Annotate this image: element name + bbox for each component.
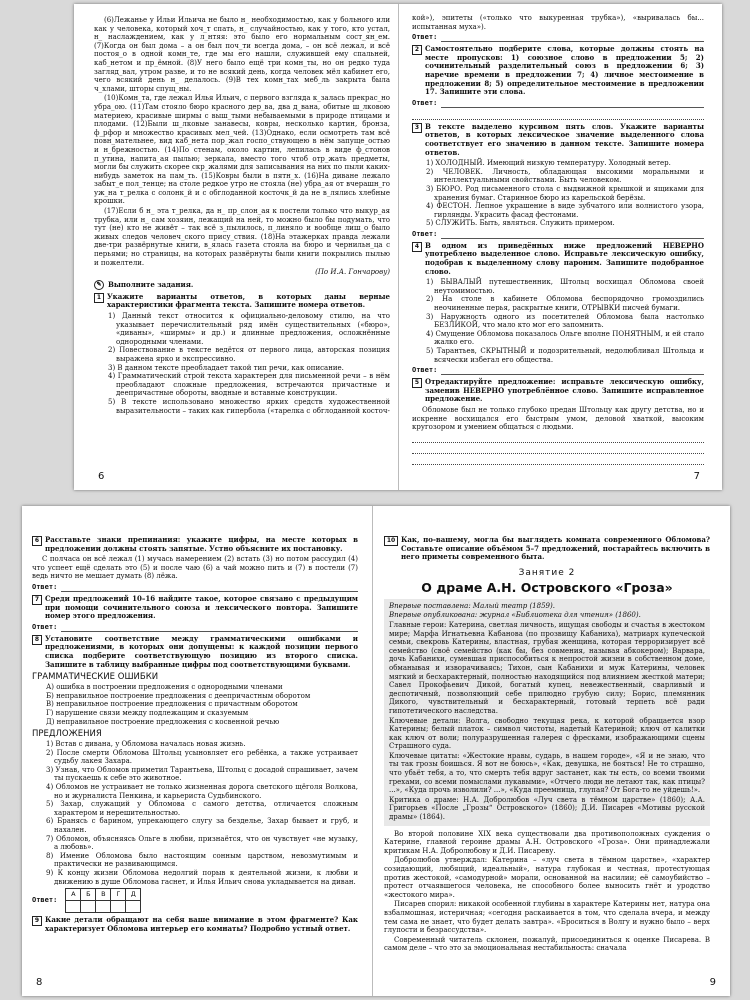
- task-number: 10: [384, 536, 398, 546]
- option: 2) ЧЕЛОВЕК. Личность, обладающая высокими моральными и интеллектуальными свойствами. Быть человеком.: [426, 167, 704, 185]
- answer-input[interactable]: [441, 230, 704, 239]
- info-quotes: Ключевые цитаты: «Жестокие нравы, сударь, в нашем городе», «Я и не знаю, что ты так грозы боишься. Я вот не боюсь», «Как, девушка, не бояться! Не то страшно, что убьёт тебя, а то, что смерть тебя вдруг застанет, как ты есть, со всеми твоими грехами, со всеми помыслами лукавыми», «Отчего люди не летают так, как птицы? ...», «Куда прочь изволили? ...», «Куда преемница, глупая? От Бога-то не уйдешь!».: [389, 751, 705, 795]
- sentence-item: 6) Бранясь с барином, упрекающего слугу за безделье, Захар бывает и груб, и нахален.: [46, 817, 358, 835]
- sentence-item: 2) После смерти Обломова Штольц усыновляет его ребёнка, а также устраивает судьбу лакея Захара.: [46, 748, 358, 766]
- text-paragraph: Во второй половине XIX века существовали два противоположных суждения о Катерине, главной героине драмы А.Н. Островского «Гроза». Они принадлежали критикам Н.А. Добролюбову и Д.И. Писареву.: [384, 829, 710, 855]
- page-fold: [398, 4, 399, 490]
- option: 4) ФЕСТОН. Лепное украшение в виде зубчатого или волнистого узора, гирлянды. Украсить фасад фестонами.: [426, 202, 704, 219]
- task-number: 5: [412, 378, 422, 388]
- page-6: [94, 16, 390, 490]
- task-number: 8: [32, 635, 42, 645]
- info-published: Впервые опубликована: журнал «Библиотека для чтения» (1860).: [389, 611, 641, 620]
- writing-line[interactable]: [412, 456, 704, 465]
- option: 4) Смущение Обломова показалось Ольге вполне ПОНЯТНЫМ, и ей стало жалко его.: [426, 329, 704, 347]
- task-text: Среди предложений 10–16 найдите такое, которое связано с предыдущим при помощи сочинительного союза и лексического повтора. Запишите номер этого предложения.: [45, 593, 358, 621]
- sentence-item: 5) Захар, служащий у Обломова с самого детства, отличается сложным характером и нерешительностью.: [46, 800, 358, 817]
- task-3: [412, 123, 704, 157]
- text-paragraph: (17)Если б н_ эта т_релка, да н_ пр_слон_ая к постели только что выкур_ая трубка, или н_ сам хозяин, лежащий на ней, то можно было бы подумать, что тут (не) кто не живёт – так всё з_пылилось, п_линяло и вообще лиш_о было живых следов человеч_ского прису_ствия. (18)На этажерках правда лежали две-три развёрнутые книги, в_ялась газета стояла на бюро и чернильн_ца с перьями; но страницы, на которых развёрнуты были книги покрылись пылью и пожелтели.: [94, 207, 390, 267]
- answer-line: Ответ:: [412, 33, 704, 42]
- task-2: [412, 45, 704, 97]
- task-7: [32, 595, 358, 621]
- text-paragraph: Писарев спорил: никакой особенной глубины в характере Катерины нет, натура она взбалмошная, истеричная; «сегодня раскаивается в том, что сделала вчера, и между тем сама не знает, что будет делать завтра». «Броситься в Волгу и нужно было – верх глупости и безрассудства».: [384, 900, 710, 935]
- sentence-item: 1) Встав с дивана, у Обломова началась новая жизнь.: [46, 740, 246, 749]
- option: 1) ХОЛОДНЫЙ. Имеющий низкую температуру. Холодный ветер.: [426, 159, 671, 168]
- task-text: Самостоятельно подберите слова, которые должны стоять на месте пропусков: 1) союзное слово в предложении 5; 2) сочинительный разделительный союз в предложении 6; 3) наречие времени в предложении 7; 4) личное местоимение в предложении 8; 5) определительное местоимение в предложении 17. Запишите эти слова.: [425, 44, 704, 97]
- lesson-title: О драме А.Н. Островского «Гроза»: [421, 579, 673, 595]
- page-7: [412, 14, 704, 490]
- answer-input[interactable]: [61, 623, 358, 632]
- text-paragraph: Современный читатель склонен, пожалуй, присоединиться к оценке Писарева. В самом деле – что это за эмоциональная нестабильность: сначала: [384, 935, 710, 953]
- instructions-heading: ✎ Выполните задания.: [94, 280, 390, 290]
- option: 3) БЮРО. Род письменного стола с выдвижной крышкой и ящиками для хранения бумаг. Старинное бюро из карельской берёзы.: [426, 184, 704, 202]
- task-6: [32, 536, 358, 553]
- option: 4) Грамматический строй текста характерен для письменной речи – в нём преобладают сложные предложения, встречаются причастные и деепричастные обороты, вводные и вставные конструкции.: [108, 372, 390, 398]
- task-number: 1: [94, 293, 104, 303]
- task-5: [412, 378, 704, 404]
- grid-letter: А: [66, 889, 81, 901]
- error-item: Д) неправильное построение предложения с косвенной речью: [46, 717, 280, 726]
- option: 2) На столе в кабинете Обломова беспорядочно громоздились неочиненные перья, раскрытые книги, ОТРЫВКИ писчей бумаги.: [426, 295, 704, 313]
- option: 5) В тексте использовано множество ярких средств художественной выразительности – таких как гипербола («тарелка с обглоданной косточ-: [108, 397, 390, 415]
- task-number: 3: [412, 123, 422, 133]
- info-box: [384, 599, 710, 826]
- pencil-icon: ✎: [94, 280, 104, 290]
- answer-input[interactable]: [441, 366, 704, 375]
- grid-cell[interactable]: [96, 901, 111, 913]
- page-9: [384, 536, 710, 996]
- grid-cell[interactable]: [81, 901, 96, 913]
- option: 2) Повествование в тексте ведётся от первого лица, авторская позиция выражена ярко и экспрессивно.: [108, 346, 390, 363]
- option: 5) Тарантьев, СКРЫТНЫЙ и подозрительный, недолюбливал Штольца и всячески избегал его общества.: [426, 347, 704, 364]
- page-number: 6: [98, 471, 105, 482]
- option: 1) Данный текст относится к официально-деловому стилю, на что указывает перечислительный ряд имён существительных («бюро», «диваны», «ширмы» и др.) и длинные предложения, осложнённые однородными членами.: [108, 312, 390, 346]
- task-9: [32, 916, 358, 933]
- option: 3) В данном тексте преобладает такой тип речи, как описание.: [108, 363, 344, 372]
- option: 3) Наружность одного из посетителей Обломова была настолько БЕЗЛИКОЙ, что мало кто мог его запомнить.: [426, 312, 704, 330]
- page-8: [32, 536, 358, 996]
- error-item: В) неправильное построение предложения с причастным оборотом: [46, 700, 298, 709]
- task-1: [94, 293, 390, 310]
- lesson-label: Занятие 2: [518, 567, 576, 578]
- task-number: 2: [412, 45, 422, 55]
- source-attribution: (По И.А. Гончарову): [315, 268, 390, 277]
- answer-input[interactable]: [441, 33, 704, 42]
- page-number: 9: [709, 977, 716, 988]
- answer-line: Ответ:: [32, 623, 358, 632]
- writing-line[interactable]: [412, 111, 704, 120]
- error-item: Б) неправильное построение предложения с деепричастным оборотом: [46, 691, 311, 700]
- grid-cell[interactable]: [66, 901, 81, 913]
- task-text: Расставьте знаки препинания: укажите цифры, на месте которых в предложении должны стоять запятые. Устно объясните их постановку.: [45, 536, 358, 553]
- task-text: В одном из приведённых ниже предложений НЕВЕРНО употреблено выделенное слово. Исправьте лексическую ошибку, подобрав к выделенному слову пароним. Запишите подобранное слово.: [425, 240, 704, 276]
- answer-input[interactable]: [61, 583, 358, 592]
- task-sentence: Обломове был не только глубоко предан Штольцу как другу детства, но и искренне восхищался его быстрым умом, деловой хваткой, высоким кругозором и умением общаться с людьми.: [412, 405, 704, 432]
- bottom-spread: [22, 506, 730, 996]
- task-number: 4: [412, 242, 422, 252]
- page-number: 7: [693, 471, 700, 482]
- error-item: Г) нарушение связи между подлежащим и сказуемым: [46, 708, 249, 717]
- task-text: Какие детали обращают на себя ваше внимание в этом фрагменте? Как характеризует Обломова интерьер его комнаты? Подробно устный ответ.: [45, 915, 358, 933]
- task-10: [384, 536, 710, 562]
- option: 1) БЫВАЛЫЙ путешественник, Штольц восхищал Обломова своей неутомимостью.: [426, 278, 704, 295]
- grid-cell[interactable]: [111, 901, 126, 913]
- task-text: Укажите варианты ответов, в которых даны верные характеристики фрагмента текста. Запишите номера ответов.: [107, 291, 390, 310]
- text-paragraph: кой»), эпитеты («только что выкуренная трубка»), «выривалась бы... испытанная муха»).: [412, 14, 704, 31]
- answer-input[interactable]: [441, 99, 704, 108]
- info-details: Ключевые детали: Волга, свободно текущая река, к которой обращается взор Катерины; белый платок – символ чистоты, надетый Катериной; ключ от калитки как ключ от воли; полуразрушенная галерея с фресками, изображающими сцены Страшного суда.: [389, 716, 705, 751]
- answer-grid: [65, 888, 141, 913]
- page-number: 8: [36, 977, 43, 988]
- page-fold: [372, 506, 373, 996]
- task-text: Отредактируйте предложение: исправьте лексическую ошибку, заменив НЕВЕРНО употреблённое слово. Запишите исправленное предложение.: [425, 377, 704, 404]
- writing-line[interactable]: [412, 434, 704, 443]
- text-paragraph: Добролюбов утверждал: Катерина – «луч света в тёмном царстве», «характер созидающий, любящий, идеальный», натура глубокая и честная, протестующая против жестокой, «самодурной» морали, основанной на насилии; её самоубийство – протест отчаявшегося человека, не способного более выносить гнёт и уродство «жестокого мира».: [384, 856, 710, 899]
- grid-letter: Г: [111, 889, 126, 901]
- grid-cell[interactable]: [126, 901, 141, 913]
- sentence-item: 7) Обломов, объясняясь Ольге в любви, признаётся, что он чувствует «не музыку, а любовь».: [46, 834, 358, 852]
- text-paragraph: (10)Комн_та, где лежал Илья Ильич, с первого взгляда к_залась прекрас_но убра_ою. (11)Там стояло бюро красного дер_ва, два д_вана, обитые ш_лковою материею, красивые ширмы с выш_тыми небываемыми в природе птицами и плодами. (12)Были ш_лковые занавесы, ковры, несколько картин, бронза, ф_рфор и множество красивых мел_чей. (13)Однако, если осмотреть там всё повн_мательнее, вид каб_нета пор_жал госпо_ствующею в нём запуще_остью и н_брежностью. (14)По стенам, около картин, лепилась в виде ф_стонов п_утина, напита_ая пылью; зеркала, вместо того чтоб отр_жать предметы, могли бы служить скорее скр_жалями для записывания на них по пыли каких-нибудь заметок на пам_ть. (15)Ковры были в пятн_х. (16)На диване лежало забыт_е пол_тенце; на столе редкое утро не стояла (не) убра_ая от вчерашн_го уж_на т_релка с солонк_й и с обглоданной косточк_й да не в_лялись хлебные крошки.: [94, 94, 390, 206]
- grid-letter: Б: [81, 889, 96, 901]
- answer-grid-row: Ответ: А Б В Г Д: [32, 888, 358, 913]
- info-heroes: Главные герои: Катерина, светлая личность, ищущая свободы и счастья в жестоком мире; Марфа Игнатьевна Кабанова (по прозвищу Кабаниха), матриарх купеческой семьи, свекровь Катерины, властная, грубая женщина, которая терроризирует всё семейство (своё семейство (как бы, без совмения, называя абкокером); Варвара, дочь Кабанихи, сумевшая приспособиться к непростой жизни в собственном доме, обманывая и изворачиваясь; Тихон, сын Кабанихи и муж Катерины, человек мягкий и бесхарактерный, полностью находящийся под влиянием жесткой матери; Савел Прокофьевич Дикой, богатый купец, невежественный, сварливый и деспотичный, позволяющий себе прилюдно грубую силу; Борис, племянник Дикого, чувствительный и бесхарактерный, готовый терпеть всё ради гипотетического наследства.: [389, 620, 705, 715]
- answer-line: Ответ:: [32, 583, 358, 592]
- option: 5) СЛУЖИТЬ. Быть, являться. Служить примером.: [426, 219, 615, 228]
- task-number: 9: [32, 916, 42, 926]
- error-item: А) ошибка в построении предложения с однородными членами: [46, 683, 283, 692]
- errors-heading: ГРАММАТИЧЕСКИЕ ОШИБКИ: [32, 672, 159, 683]
- writing-line[interactable]: [412, 445, 704, 454]
- answer-line: Ответ:: [412, 366, 704, 375]
- answer-line: Ответ:: [412, 230, 704, 239]
- task-text: Как, по-вашему, могла бы выглядеть комната современного Обломова? Составьте описание объёмом 5–7 предложений, постарайтесь включить в него приметы современного быта.: [401, 536, 710, 562]
- top-spread: [74, 4, 722, 490]
- task-text: Установите соответствие между грамматическими ошибками и предложениями, в которых они допущены: к каждой позиции первого списка подберите соответствующую позицию из второго списка. Запишите в таблицу выбранные цифры под соответствующими буквами.: [45, 633, 358, 669]
- answer-line: Ответ:: [412, 99, 704, 108]
- grid-letter: Д: [126, 889, 141, 901]
- task-text: В тексте выделено курсивом пять слов. Укажите варианты ответов, в которых лексическое значение выделенного слова соответствует его значению в данном тексте. Запишите номера ответов.: [425, 121, 704, 157]
- task-sentence: С полчаса он всё лежал (1) мучась намерением (2) встать (3) но потом рассудил (4) что успеет ещё сделать это (5) и после чаю (6) а чай можно пить и (7) в постели (7) ведь ничто не мешает думать (8) лёжа.: [32, 555, 358, 581]
- info-critics: Критика о драме: Н.А. Добролюбов «Луч света в тёмном царстве» (1860); А.А. Григорьев «После „Грозы“ Островского» (1860); Д.И. Писарев «Мотивы русской драмы» (1864).: [389, 795, 705, 822]
- task-number: 7: [32, 595, 42, 605]
- sentence-item: 9) К концу жизни Обломова недолгий порыв к деятельной жизни, к любви и движению в душе Обломова гаснет, и Илья Ильич снова укладывается на диван.: [46, 869, 358, 886]
- info-staged: Впервые поставлена: Малый театр (1859).: [389, 601, 555, 610]
- sentence-item: 3) Узнав, что Обломов приметил Тарантьева, Штольц с досадой спрашивает, зачем ты пускаешь к себе это животное.: [46, 765, 358, 783]
- task-number: 6: [32, 536, 42, 546]
- sentence-item: 4) Обломов не устраивает не только жизненная дорога светского щёголя Волкова, но и журналиста Пенкина, и карьериста Судьбинского.: [46, 783, 358, 800]
- sentence-item: 8) Имение Обломова было настоящим сонным царством, невозмутимым и практически не развивающимся.: [46, 851, 358, 869]
- task-4: [412, 242, 704, 276]
- sentences-heading: ПРЕДЛОЖЕНИЯ: [32, 729, 102, 740]
- task-8: [32, 635, 358, 669]
- grid-letter: В: [96, 889, 111, 901]
- text-paragraph: (6)Лежанье у Ильи Ильича не было н_ необходимостью, как у больного или как у человека, который хоч_т спать, н_ случайностью, как у того, кто устал, н_ наслаждением, как у л_нтяя: это было его нормальным сост_ян_ем. (7)Когда он был дома – а он был поч_ти всегда дома, – он всё лежал, и всё постоя_о в одной комн_те, где мы его нашли, служившей ему спальней, каб_нетом и пр_ёмной. (8)У него было ещё три комн_ты, но он редко туда загляд_вал, утром разве, и то не всякий день, когда человек мёл кабинет его, чего всякий день н_ делалось. (9)В тех комн_тах меб_ль закрыта была ч_хлами, шторы спущ_ны.: [94, 16, 390, 93]
